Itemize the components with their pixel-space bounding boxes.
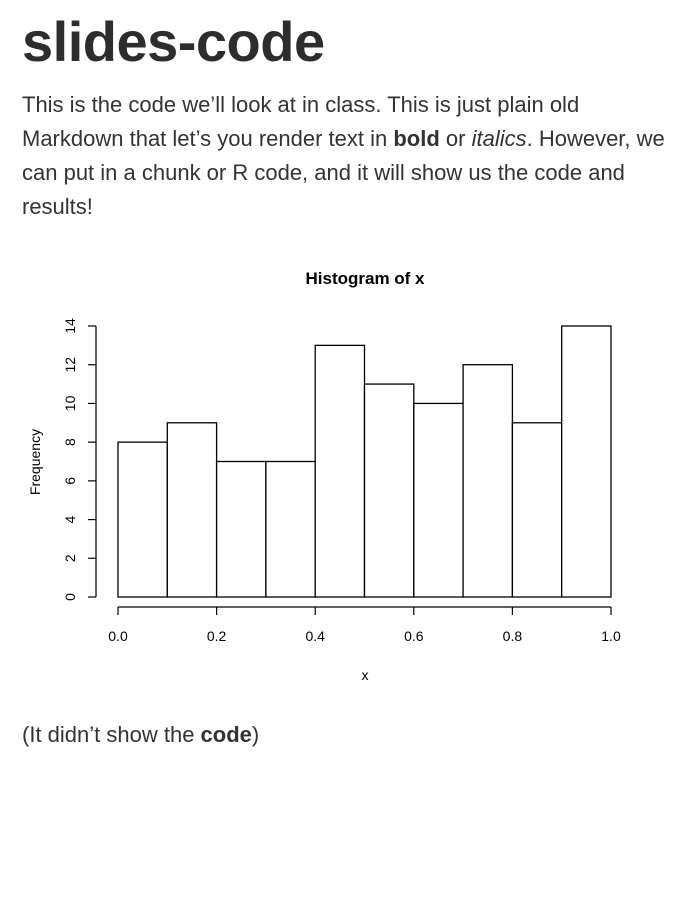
y-tick-label: 14 bbox=[62, 318, 78, 334]
intro-text-1: This is the code we’ll look at in class. This is just plain old Markdown that let’s you render text in bbox=[22, 92, 580, 151]
y-tick-label: 4 bbox=[62, 515, 78, 524]
note-paragraph bbox=[22, 718, 259, 752]
intro-paragraph bbox=[22, 88, 672, 224]
y-tick-label: 8 bbox=[62, 438, 78, 447]
histogram-bar bbox=[365, 384, 414, 597]
y-axis bbox=[62, 318, 96, 601]
x-tick-label: 1.0 bbox=[601, 628, 621, 644]
y-tick-label: 12 bbox=[62, 356, 78, 373]
intro-italic-word: italics bbox=[471, 126, 527, 151]
histogram-chart bbox=[0, 250, 684, 700]
x-tick-label: 0.8 bbox=[502, 628, 523, 644]
histogram-bar bbox=[414, 403, 463, 597]
histogram-bar bbox=[562, 326, 611, 597]
y-tick-label: 2 bbox=[62, 554, 78, 563]
y-axis-label: Frequency bbox=[27, 428, 43, 496]
histogram-bar bbox=[167, 423, 216, 597]
histogram-bar bbox=[315, 345, 364, 597]
page-title: slides-code bbox=[22, 10, 325, 73]
histogram-bar bbox=[266, 462, 315, 598]
note-text-1: (It didn’t show the bbox=[22, 722, 201, 747]
note-bold-word: code bbox=[200, 722, 252, 747]
x-tick-label: 0.6 bbox=[404, 628, 424, 644]
intro-bold-word: bold bbox=[393, 126, 440, 151]
histogram-bar bbox=[463, 365, 512, 597]
histogram-bar bbox=[512, 423, 561, 597]
histogram-bar bbox=[118, 442, 167, 597]
y-tick-label: 6 bbox=[62, 476, 78, 485]
x-tick-label: 0.2 bbox=[206, 628, 227, 644]
x-tick-label: 0.4 bbox=[305, 628, 325, 644]
x-axis-label: x bbox=[361, 667, 369, 683]
histogram-bars bbox=[118, 326, 611, 597]
y-tick-label: 10 bbox=[62, 395, 78, 412]
chart-title: Histogram of x bbox=[305, 269, 425, 288]
intro-text-2: or bbox=[439, 126, 472, 151]
intro-text-3: . However, we can put in a chunk or R code, and it will show us the code and results! bbox=[22, 126, 665, 219]
histogram-bar bbox=[217, 462, 266, 598]
note-text-2: ) bbox=[251, 722, 260, 747]
x-axis bbox=[108, 607, 621, 644]
x-tick-label: 0.0 bbox=[108, 628, 128, 644]
y-tick-label: 0 bbox=[62, 593, 78, 601]
